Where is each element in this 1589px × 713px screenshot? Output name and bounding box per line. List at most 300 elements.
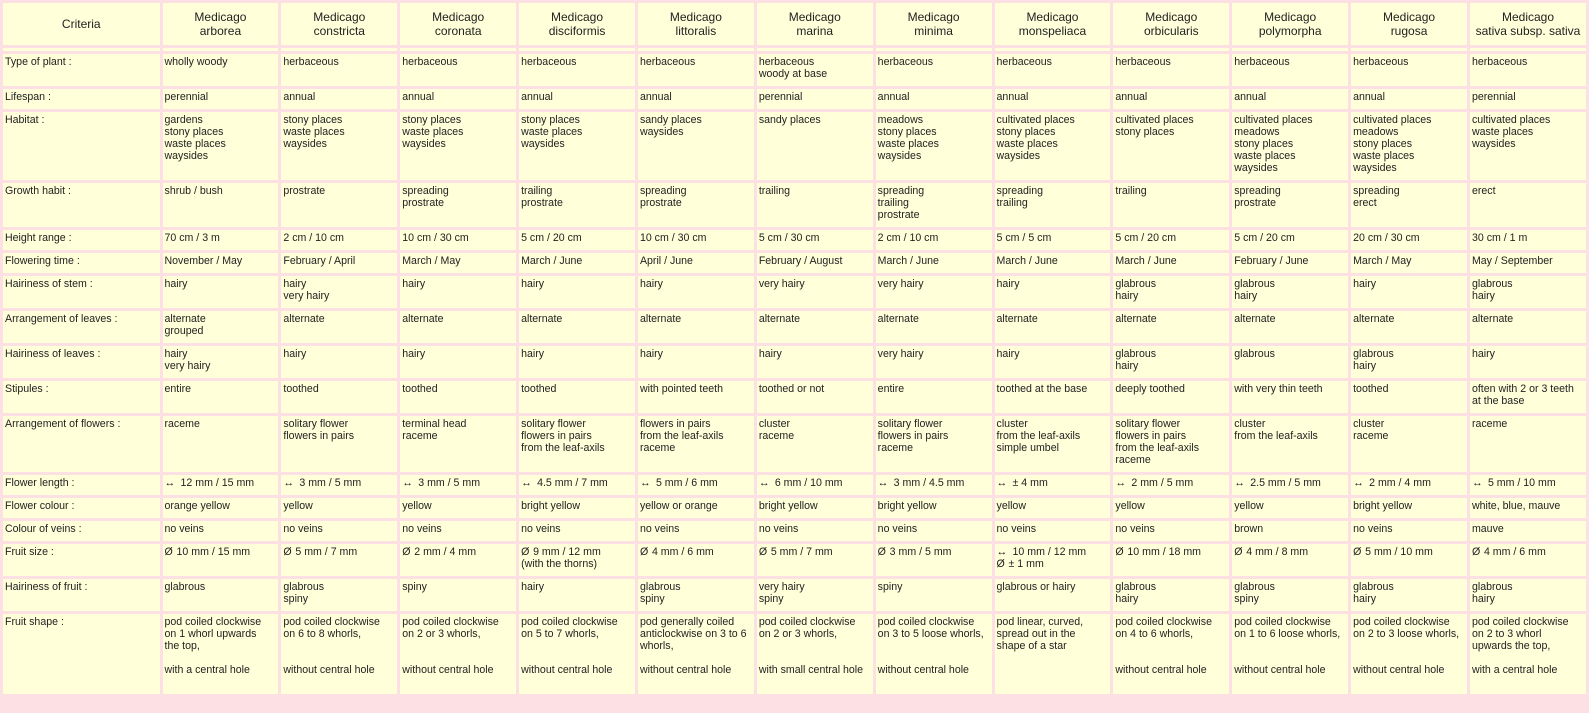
cell-text: woody at base — [758, 68, 828, 80]
diameter-icon: Ø — [521, 546, 530, 558]
cell-text: on 6 to 8 whorls, — [283, 628, 362, 640]
cell-text: March / May — [1353, 255, 1412, 267]
cell-text — [997, 546, 1109, 558]
cell-text: spreading — [1234, 185, 1281, 197]
cell-text: waysides — [402, 138, 446, 150]
cell-text: flowers in pairs — [877, 430, 949, 442]
cell-text: white, blue, mauve — [1471, 500, 1561, 512]
cell-text: 10 cm / 30 cm — [639, 232, 707, 244]
table-cell — [876, 311, 992, 343]
table-cell — [876, 276, 992, 308]
cell-text: stony places — [402, 114, 462, 126]
cell-text: deeply toothed — [1115, 383, 1185, 395]
cell-text: waysides — [1234, 162, 1278, 174]
cell-text: herbaceous — [996, 56, 1052, 68]
table-cell — [876, 381, 992, 413]
table-cell — [519, 475, 635, 495]
cell-text: alternate — [1234, 313, 1276, 325]
cell-text: from the leaf-axils — [996, 430, 1081, 442]
diameter-icon: Ø — [639, 546, 649, 558]
cell-text: at the base — [1471, 395, 1525, 407]
table-cell — [1351, 54, 1467, 86]
table-row — [3, 521, 1586, 541]
table-cell — [1232, 614, 1348, 694]
cell-text — [165, 546, 277, 558]
table-cell — [876, 521, 992, 541]
table-row — [3, 311, 1586, 343]
table-cell — [876, 498, 992, 518]
table-cell — [995, 54, 1111, 86]
length-arrow-icon: ↔ — [1234, 477, 1245, 489]
table-cell — [1351, 112, 1467, 180]
cell-text: on 2 or 3 whorls, — [758, 628, 838, 640]
cell-value: 3 mm / 5 mm — [418, 477, 481, 489]
cell-text: annual — [1234, 91, 1267, 103]
cell-value: 5 mm / 7 mm — [770, 546, 833, 558]
table-cell — [995, 579, 1111, 611]
criteria-label: Arrangement of flowers : — [3, 416, 160, 472]
cell-text: herbaceous — [283, 56, 339, 68]
cell-text: cultivated places — [1353, 114, 1432, 126]
spacer-cell — [1113, 48, 1229, 51]
table-cell — [1113, 521, 1229, 541]
table-cell — [163, 521, 279, 541]
table-cell — [400, 112, 516, 180]
cell-value: 4 mm / 6 mm — [1483, 546, 1546, 558]
cell-text: waste places — [1353, 150, 1415, 162]
table-cell — [519, 381, 635, 413]
cell-text: hairy — [639, 348, 663, 360]
cell-text: herbaceous — [1115, 56, 1171, 68]
table-cell — [1351, 579, 1467, 611]
spacer-cell — [281, 48, 397, 51]
cell-text: spreading — [1353, 185, 1400, 197]
table-cell — [1232, 230, 1348, 250]
table-cell — [1113, 614, 1229, 694]
cell-text: herbaceous — [877, 56, 934, 68]
cell-text: very hairy — [758, 278, 805, 290]
length-arrow-icon: ↔ — [1471, 477, 1483, 489]
spacer-cell — [3, 48, 160, 51]
cell-text: perennial — [758, 91, 803, 103]
cell-text: glabrous — [1353, 581, 1394, 593]
cell-text: waste places — [877, 138, 939, 150]
cell-value: 4.5 mm / 7 mm — [537, 477, 608, 489]
cell-value: 3 mm / 5 mm — [889, 546, 952, 558]
cell-text: stony places — [1353, 138, 1412, 150]
cell-text: cultivated places — [1115, 114, 1194, 126]
cell-text: waysides — [1353, 162, 1397, 174]
cell-text: toothed — [1353, 383, 1389, 395]
cell-text — [759, 477, 871, 489]
cell-text: cluster — [1353, 418, 1385, 430]
table-cell — [163, 276, 279, 308]
table-cell — [281, 346, 397, 378]
cell-text — [997, 558, 1109, 570]
table-cell — [995, 311, 1111, 343]
table-cell — [1113, 346, 1229, 378]
table-cell — [876, 253, 992, 273]
cell-text: February / April — [283, 255, 356, 267]
cell-text: no veins — [521, 523, 561, 535]
cell-text: alternate — [521, 313, 563, 325]
cell-text: anticlockwise on 3 to 6 — [639, 628, 747, 640]
table-cell — [1470, 614, 1586, 694]
table-cell — [1470, 544, 1586, 576]
cell-text: hairy — [402, 278, 426, 290]
cell-text: no veins — [1353, 523, 1393, 535]
cell-text: prostrate — [402, 197, 445, 209]
table-cell — [1113, 230, 1229, 250]
cell-text: waste places — [164, 138, 226, 150]
cell-text: perennial — [164, 91, 209, 103]
cell-text: pod coiled clockwise — [521, 616, 618, 628]
table-cell — [1113, 475, 1229, 495]
table-body — [3, 48, 1586, 694]
table-cell — [1232, 475, 1348, 495]
cell-text: hairy — [1115, 593, 1139, 605]
table-cell — [1113, 276, 1229, 308]
spacer-row — [3, 48, 1586, 51]
cell-text: sandy places — [758, 114, 821, 126]
cell-text: pod coiled clockwise — [402, 616, 499, 628]
cell-text: sandy places — [639, 114, 702, 126]
cell-value: 2 mm / 5 mm — [1131, 477, 1194, 489]
length-arrow-icon: ↔ — [521, 477, 532, 489]
table-cell — [1113, 311, 1229, 343]
table-cell — [519, 253, 635, 273]
table-cell — [1232, 346, 1348, 378]
cell-text: herbaceous — [1471, 56, 1528, 68]
diameter-icon: Ø — [1234, 546, 1243, 558]
cell-text: with very thin teeth — [1234, 383, 1323, 395]
header-row — [3, 3, 1586, 45]
table-row — [3, 183, 1586, 227]
cell-text: flowers in pairs — [283, 430, 355, 442]
cell-text: March / June — [996, 255, 1058, 267]
cell-text: annual — [639, 91, 672, 103]
cell-text: from the leaf-axils — [639, 430, 724, 442]
cell-text: hairy — [1471, 290, 1495, 302]
cell-text: pod generally coiled — [639, 616, 735, 628]
cell-text: spiny — [758, 593, 784, 605]
table-cell — [1470, 311, 1586, 343]
cell-text: alternate — [877, 313, 919, 325]
cell-text: spiny — [283, 593, 309, 605]
spacer-cell — [876, 48, 992, 51]
cell-text: solitary flower — [877, 418, 943, 430]
spacer-cell — [1232, 48, 1348, 51]
spacer-cell — [400, 48, 516, 51]
spacer-cell — [519, 48, 635, 51]
table-cell — [1351, 521, 1467, 541]
table-cell — [163, 230, 279, 250]
table-cell — [1113, 183, 1229, 227]
table-cell — [163, 416, 279, 472]
cell-text: very hairy — [164, 360, 211, 372]
cell-text: stony places — [877, 126, 937, 138]
table-cell — [757, 230, 873, 250]
table-cell — [1470, 183, 1586, 227]
diameter-icon: Ø — [877, 546, 886, 558]
table-cell — [1351, 183, 1467, 227]
cell-text: hairy — [1471, 593, 1495, 605]
spacer-cell — [1351, 48, 1467, 51]
cell-text: 70 cm / 3 m — [164, 232, 220, 244]
cell-text: no veins — [1115, 523, 1155, 535]
cell-text: waysides — [164, 150, 209, 162]
table-cell — [876, 416, 992, 472]
table-cell — [638, 475, 754, 495]
table-row — [3, 381, 1586, 413]
table-cell — [281, 381, 397, 413]
table-cell — [638, 614, 754, 694]
cell-text: no veins — [996, 523, 1036, 535]
cell-text: annual — [1353, 91, 1385, 103]
cell-text: stony places — [283, 114, 343, 126]
table-cell — [995, 276, 1111, 308]
table-cell — [519, 89, 635, 109]
cell-text: stony places — [1115, 126, 1175, 138]
cell-text: alternate — [639, 313, 682, 325]
cell-text: 5 cm / 20 cm — [1115, 232, 1177, 244]
cell-text: glabrous — [1115, 581, 1157, 593]
cell-text: waysides — [1471, 138, 1516, 150]
cell-value: 9 mm / 12 mm — [533, 546, 601, 558]
table-cell — [1113, 381, 1229, 413]
cell-text: hairy — [283, 278, 307, 290]
cell-text: without central hole — [639, 664, 732, 676]
table-cell — [757, 253, 873, 273]
cell-text: entire — [164, 383, 192, 395]
criteria-label: Fruit shape : — [3, 614, 160, 694]
cell-text: shape of a star — [996, 640, 1067, 652]
cell-text: annual — [996, 91, 1029, 103]
cell-text: waste places — [1471, 126, 1534, 138]
table-row — [3, 475, 1586, 495]
table-cell — [163, 579, 279, 611]
criteria-label: Hairiness of fruit : — [3, 579, 160, 611]
table-cell — [638, 230, 754, 250]
cell-text: bright yellow — [521, 500, 580, 512]
table-cell — [163, 89, 279, 109]
diameter-icon: Ø — [164, 546, 173, 558]
diameter-icon: Ø — [758, 546, 768, 558]
table-cell — [400, 498, 516, 518]
cell-text: herbaceous — [1234, 56, 1290, 68]
cell-text — [878, 546, 990, 558]
table-cell — [1232, 416, 1348, 472]
cell-text: on 2 or 3 whorls, — [402, 628, 481, 640]
table-cell — [638, 89, 754, 109]
table-cell — [519, 521, 635, 541]
cell-text: cultivated places — [996, 114, 1075, 126]
cell-text: glabrous — [1115, 348, 1157, 360]
cell-text: orange yellow — [164, 500, 230, 512]
cell-text: alternate — [1471, 313, 1514, 325]
table-cell — [757, 112, 873, 180]
cell-text: yellow — [402, 500, 432, 512]
cell-text: toothed — [283, 383, 319, 395]
table-cell — [1470, 276, 1586, 308]
cell-text: 2 cm / 10 cm — [283, 232, 345, 244]
cell-text: May / September — [1471, 255, 1553, 267]
table-cell — [876, 230, 992, 250]
cell-text: very hairy — [877, 348, 924, 360]
cell-text: trailing — [1115, 185, 1147, 197]
cell-text: cluster — [996, 418, 1028, 430]
table-cell — [876, 183, 992, 227]
cell-text: raceme — [639, 442, 676, 454]
table-cell — [1470, 579, 1586, 611]
cell-text: meadows — [1353, 126, 1399, 138]
table-cell — [281, 230, 397, 250]
table-cell — [995, 183, 1111, 227]
cell-value: 2 mm / 4 mm — [414, 546, 477, 558]
table-cell — [1470, 346, 1586, 378]
cell-text: glabrous — [1471, 581, 1513, 593]
length-arrow-icon: ↔ — [1115, 477, 1126, 489]
table-cell — [876, 346, 992, 378]
species-header: Medicago minima — [876, 3, 992, 45]
cell-text: prostrate — [877, 209, 920, 221]
table-cell — [400, 276, 516, 308]
table-cell — [519, 276, 635, 308]
diameter-icon: Ø — [283, 546, 292, 558]
species-header: Medicago littoralis — [638, 3, 754, 45]
table-cell — [281, 311, 397, 343]
diameter-icon: Ø — [402, 546, 411, 558]
cell-text: upwards the top, — [1471, 640, 1551, 652]
cell-text: spreading — [639, 185, 687, 197]
cell-text: flowers in pairs — [639, 418, 711, 430]
table-cell — [281, 54, 397, 86]
table-row — [3, 54, 1586, 86]
table-cell — [1470, 54, 1586, 86]
cell-text: on 1 whorl upwards — [164, 628, 257, 640]
cell-text: stony places — [996, 126, 1056, 138]
criteria-label: Lifespan : — [3, 89, 160, 109]
cell-text: stony places — [521, 114, 580, 126]
table-cell — [163, 112, 279, 180]
table-cell — [638, 579, 754, 611]
cell-text — [1115, 546, 1227, 558]
table-cell — [1351, 253, 1467, 273]
table-cell — [1351, 89, 1467, 109]
cell-text: alternate — [1353, 313, 1395, 325]
table-cell — [1232, 112, 1348, 180]
table-cell — [995, 112, 1111, 180]
length-arrow-icon: ↔ — [996, 477, 1008, 489]
cell-value: 10 mm / 15 mm — [176, 546, 251, 558]
cell-text: alternate — [402, 313, 444, 325]
species-header: Medicago polymorpha — [1232, 3, 1348, 45]
criteria-label: Type of plant : — [3, 54, 160, 86]
cell-text: waysides — [639, 126, 684, 138]
cell-text: hairy — [1234, 290, 1258, 302]
cell-text: herbaceous — [402, 56, 458, 68]
cell-text: annual — [877, 91, 910, 103]
cell-text: glabrous — [1471, 278, 1513, 290]
cell-value: 5 mm / 7 mm — [295, 546, 358, 558]
length-arrow-icon: ↔ — [402, 477, 413, 489]
table-cell — [400, 253, 516, 273]
cell-text: trailing — [877, 197, 909, 209]
cell-text: hairy — [283, 348, 307, 360]
cell-text: waste places — [283, 126, 345, 138]
spacer-cell — [638, 48, 754, 51]
cell-text: alternate — [164, 313, 206, 325]
table-cell — [281, 498, 397, 518]
table-row — [3, 346, 1586, 378]
cell-text: wholly woody — [164, 56, 228, 68]
table-cell — [281, 416, 397, 472]
cell-text: yellow or orange — [639, 500, 718, 512]
table-cell — [1232, 183, 1348, 227]
cell-text — [997, 477, 1109, 489]
table-cell — [281, 475, 397, 495]
table-cell — [1470, 253, 1586, 273]
species-header: Medicago marina — [757, 3, 873, 45]
table-cell — [757, 544, 873, 576]
cell-text: 30 cm / 1 m — [1471, 232, 1528, 244]
table-cell — [876, 544, 992, 576]
table-cell — [638, 183, 754, 227]
table-cell — [1470, 475, 1586, 495]
table-cell — [281, 521, 397, 541]
cell-text: annual — [283, 91, 316, 103]
cell-value: 2 mm / 4 mm — [1369, 477, 1431, 489]
length-arrow-icon: ↔ — [877, 477, 889, 489]
table-cell — [638, 253, 754, 273]
cell-text: raceme — [164, 418, 200, 430]
table-cell — [1351, 416, 1467, 472]
cell-text: without central hole — [877, 664, 969, 676]
cell-text: from the leaf-axils — [1115, 442, 1199, 454]
table-cell — [638, 498, 754, 518]
table-row — [3, 253, 1586, 273]
cell-text: hairy — [1115, 290, 1139, 302]
cell-text: spreading — [877, 185, 925, 197]
cell-text: toothed — [521, 383, 557, 395]
criteria-label: Hairiness of stem : — [3, 276, 160, 308]
cell-text: hairy — [164, 278, 188, 290]
cell-text: 5 cm / 20 cm — [521, 232, 582, 244]
cell-text: waste places — [521, 126, 583, 138]
cell-text: glabrous — [283, 581, 325, 593]
cell-text: bright yellow — [758, 500, 818, 512]
table-cell — [519, 230, 635, 250]
cell-text: raceme — [1471, 418, 1508, 430]
cell-text: meadows — [877, 114, 924, 126]
table-cell — [1351, 230, 1467, 250]
species-header: Medicago disciformis — [519, 3, 635, 45]
cell-text: hairy — [521, 278, 545, 290]
criteria-label: Habitat : — [3, 112, 160, 180]
cell-text: March / May — [402, 255, 461, 267]
cell-value: 4 mm / 8 mm — [1246, 546, 1309, 558]
table-cell — [876, 54, 992, 86]
cell-text: without central hole — [521, 664, 613, 676]
table-cell — [400, 579, 516, 611]
cell-text: herbaceous — [521, 56, 577, 68]
cell-text: without central hole — [1115, 664, 1207, 676]
criteria-label: Flowering time : — [3, 253, 160, 273]
table-cell — [1351, 311, 1467, 343]
diameter-icon: Ø — [1115, 546, 1124, 558]
cell-text — [521, 546, 633, 558]
table-cell — [519, 544, 635, 576]
